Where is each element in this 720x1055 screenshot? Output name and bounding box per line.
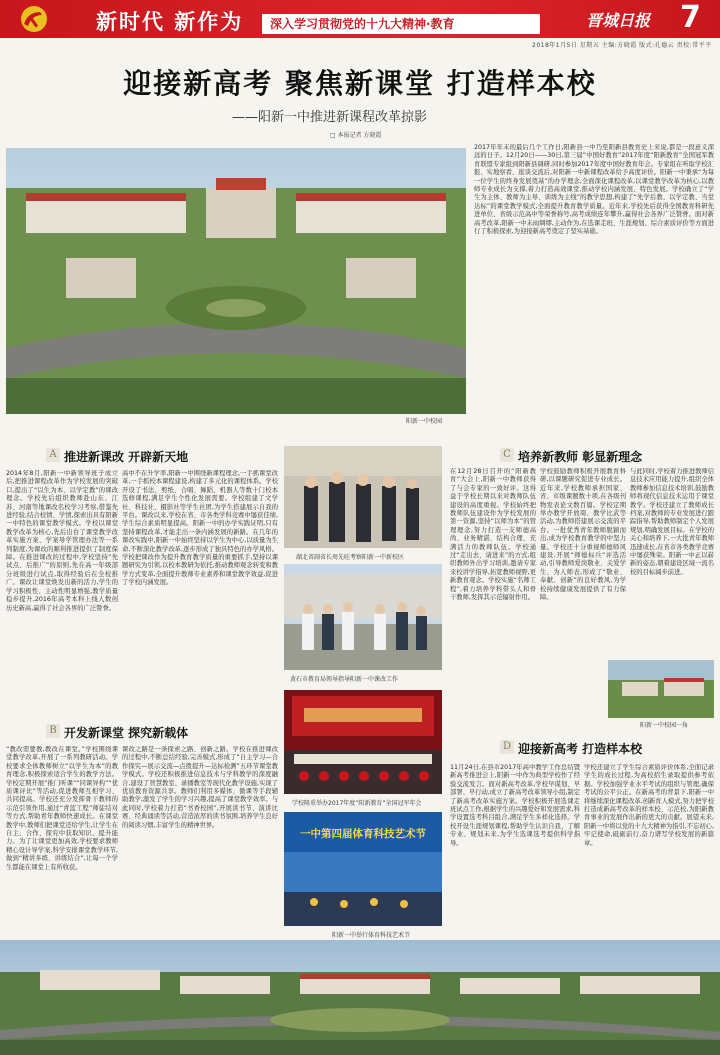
section-c-heading: [500, 448, 714, 464]
section-c-col2: 学校鼓励教师积极开展教育科研,以课题研究促进专业成长。近年来,学校教师承担国家、省、市级课题数十项,在各级刊物发表论文数百篇。学校定期举办教学开放周、教学比武等活动,为教师搭建展示交流的平台。一批优秀青年教师脱颖而出,成为学校教育教学的中坚力量。学校还十分重视师德师风建设,开展“师德标兵”评选活动,引导教师爱岗敬业、关爱学生、为人师表,形成了“敬业、奉献、创新”的良好教风,为学校持续健康发展提供了有力保障。: [540, 468, 626, 602]
intro-text: 2017年年末的最后几个工作日,阳新县一中乃至阳新县教育史上来说,都是一段意义深远的日子。12月20日——30日,第三届“中国好教育”2017年度“阳新教育”全国冠军教育联盟专家组到阳新县调研,同时参加2017年度中国好教育年会。专家组在听取学校汇报、实地察看、座谈交流后,对阳新一中新课程改革给予高度评价。阳新一中秉承“为每一位学生的终身发展奠基”的办学理念,全面深化课程改革,以课堂教学改革为核心,以教师专业成长为支撑,着力打造高效课堂,推动学校内涵发展、特色发展。学校确立了“学生为主体、教师为主导、训练为主线”的教学思想,构建了“先学后教、以学定教、当堂达标”的课堂教学模式,全面提升教育教学质量。近年来,学校先后获得全国教育科研先进单位、省级示范高中等荣誉称号,高考成绩连年攀升,赢得社会各界广泛赞誉。面对新高考改革,阳新一中未雨绸缪,主动作为,在选课走班、生涯规划、综合素质评价等方面进行了积极探索,为迎接新高考奠定了坚实基础。: [474, 144, 714, 236]
photo-caption-2: 黄石市教育局领导指导阳新一中课改工作: [290, 676, 399, 683]
section-c-title: 培养新教师 彰显新理念: [518, 450, 643, 464]
main-photo-caption: 阳新一中校园: [406, 418, 443, 425]
photo-caption-5: 阳新一中校园一角: [640, 722, 689, 729]
section-b-col1: “教改需要教,教改在课堂。”学校围绕课堂教学改革,开展了一系列教研活动。学校要求全体教师树立“以学生为本”的教育理念,积极探索适合学生的教学方法。学校定期开展“推门听课”“同课异构”“优质课评比”等活动,促进教师互相学习、共同提高。学校还充分发挥骨干教师的示范引领作用,通过“青蓝工程”师徒结对等方式,帮助青年教师快速成长。在课堂教学中,教师们把课堂还给学生,让学生在自主、合作、探究中获取知识、提升能力。为了让课堂更加高效,学校要求教师精心设计导学案,科学安排课堂教学环节,做到“精讲多练、讲练结合”,让每一个学生都能在课堂上有所收获。: [6, 746, 118, 871]
banner-sub-slogan: 深入学习贯彻党的十九大精神·教育: [262, 14, 540, 34]
section-a-title: 推进新课改 开辟新天地: [64, 450, 189, 464]
section-b-letter: B: [46, 724, 60, 738]
headline: 迎接新高考 聚焦新课堂 打造样本校: [123, 67, 597, 100]
section-a-letter: A: [46, 448, 60, 462]
section-d-heading: [500, 740, 714, 756]
section-c-col1: 在12月28日召开的“阳新教育”大会上,阳新一中教师获得了与会专家的一致好评。这得益于学校长期以来对教师队伍建设的高度重视。学校始终把教师队伍建设作为学校发展的第一资源,坚持“以师为本”的管理理念,努力打造一支师德高尚、业务精湛、结构合理、充满活力的教师队伍。学校通过“走出去、请进来”的方式,组织教师外出学习培训,邀请专家来校讲学指导,拓宽教师视野,更新教育观念。学校实施“名师工程”,着力培养学科带头人和骨干教师,发挥其示范辐射作用。: [450, 468, 536, 602]
stage-banner-text: 一中第四届体育科技艺术节: [300, 828, 426, 840]
photo-officials-visit: [284, 446, 442, 548]
issue-meta: 2018年1月5日 星期五 主编:方晓霞 版式:孔德云 责校:常平平: [532, 42, 712, 49]
section-b-title: 开发新课堂 探究新载体: [64, 726, 189, 740]
section-d-col1: 11月24日,在县市2017年高中教学工作总结暨新高考推进会上,阳新一中作为典型学校作了经验交流发言。面对新高考改革,学校早谋划、早部署、早行动,成立了新高考改革领导小组,制定了新高考改革实施方案。学校积极开展选课走班试点工作,根据学生的兴趣爱好和发展需求,科学设置选考科目组合,满足学生多样化选择。学校开设生涯规划课程,帮助学生认识自我、了解专业、规划未来,为学生选课选考提供科学指导。: [450, 764, 580, 847]
photo-annual-meeting: [284, 690, 442, 794]
section-d-title: 迎接新高考 打造样本校: [518, 742, 643, 756]
section-a-col1: 2014年8月,阳新一中新领导班子成立后,把推进课程改革作为学校发展的突破口,提出了“以生为本、以学定教”的课改理念。学校先后组织教师赴山东、江苏、河南等地课改名校学习考察,借鉴先进经验,结合校情、学情,探索出具有阳新一中特色的课堂教学模式。学校以课堂教学改革为核心,先后出台了课堂教学改革实施方案、学案导学管理办法等一系列制度,为课改的顺利推进提供了制度保障。在推进课改的过程中,学校坚持“先试点、后推广”的原则,先在高一年级部分班级进行试点,取得经验后在全校推广。课改让课堂焕发出新的活力,学生的学习积极性、主动性明显增强,教学质量稳步提升,2016年高考本科上线人数创历史新高,赢得了社会各界的广泛赞誉。: [6, 470, 118, 612]
section-b-col2: 课改之路是一条探索之路、创新之路。学校在推进课改的过程中,不断总结经验,完善模式,形成了“自主学习—合作探究—展示交流—点拨提升—达标检测”五环节课堂教学模式。学校还积极推进信息技术与学科教学的深度融合,建设了智慧教室、录播教室等现代化教学设施,实现了优质教育资源共享。教师们利用多媒体、微课等手段辅助教学,激发了学生的学习兴趣,提高了课堂教学效率。与此同时,学校着力打造“书香校园”,开展读书节、演讲比赛、经典诵读等活动,营造浓厚的读书氛围,培养学生良好的阅读习惯,丰富学生的精神世界。: [122, 746, 278, 829]
section-d-letter: D: [500, 740, 514, 754]
photo-caption-3: 学校隆重举办2017年度“阳新教育”全国冠军年会: [292, 800, 422, 807]
page-number: 7: [680, 0, 701, 35]
section-a-col2: 高中不在升学率,阳新一中围绕新课程理念,一手抓课堂改革,一手抓校本课程建设,构建了多元化的课程体系。学校开设了书法、剪纸、合唱、舞蹈、机器人等数十门校本选修课程,满足学生个性化发展需要。学校组建了文学社、科技社、摄影社等学生社团,为学生搭建展示自我的平台。课改以来,学校在省、市各类学科竞赛中屡获佳绩,学生综合素质明显提高。阳新一中的办学实践证明,只有坚持课程改革,才能走出一条内涵发展的新路。在几年的课改实践中,阳新一中始终坚持以学生为中心,以质量为生命,不断深化教学改革,逐步形成了独具特色的办学风格。学校把课改作为提升教育教学质量的重要抓手,坚持以课题研究为引领,以校本教研为依托,推动教师观念转变和教学方式变革,全面提升教师专业素养和课堂教学效益,促进了学校内涵发展。: [122, 470, 278, 587]
photo-guidance: [284, 564, 442, 670]
photo-caption-1: 湖北省副省长周先旺考察阳新一中新校区: [296, 554, 405, 561]
section-d-col2: 学校还建立了学生综合素质评价体系,全面记录学生的成长过程,为高校招生录取提供参考依据。学校加强学业水平考试的组织与管理,确保考试的公平公正。在新高考的背景下,阳新一中将继续深化课程改革,创新育人模式,努力把学校打造成新高考改革的样本校、示范校,为阳新教育事业的发展作出新的更大的贡献。展望未来,阳新一中将以党的十九大精神为指引,不忘初心,牢记使命,砥砺前行,奋力谱写学校发展的新篇章。: [584, 764, 714, 847]
section-b-heading: [46, 724, 282, 740]
section-c-letter: C: [500, 448, 514, 462]
party-emblem-icon: [14, 4, 54, 34]
paper-name: 晋城日报: [586, 11, 651, 30]
photo-arts-festival: [284, 812, 442, 926]
section-c-col3: 与此同时,学校着力推进教师信息技术应用能力提升,组织全体教师参加信息技术培训,鼓励教师将现代信息技术运用于课堂教学。学校还建立了教师成长档案,对教师的专业发展进行跟踪指导,帮助教师制定个人发展规划,明确发展目标。在学校的关心和培养下,一大批青年教师迅速成长,在省市各类教学竞赛中屡获殊荣。阳新一中正以崭新的姿态,朝着建设区域一流名校的目标阔步前进。: [630, 468, 714, 576]
bottom-panorama-photo: [0, 940, 720, 1055]
photo-campus-corner: [608, 660, 714, 718]
main-campus-photo: [6, 148, 466, 414]
photo-caption-4: 阳新一中举行体育科技艺术节: [332, 932, 411, 939]
subheadline: ——阳新一中推进新课程改革掠影: [232, 110, 428, 125]
byline: □ 本报记者 方晓霞: [330, 132, 382, 139]
section-a-heading: [46, 448, 282, 464]
banner-slogan: 新时代 新作为: [96, 10, 244, 34]
